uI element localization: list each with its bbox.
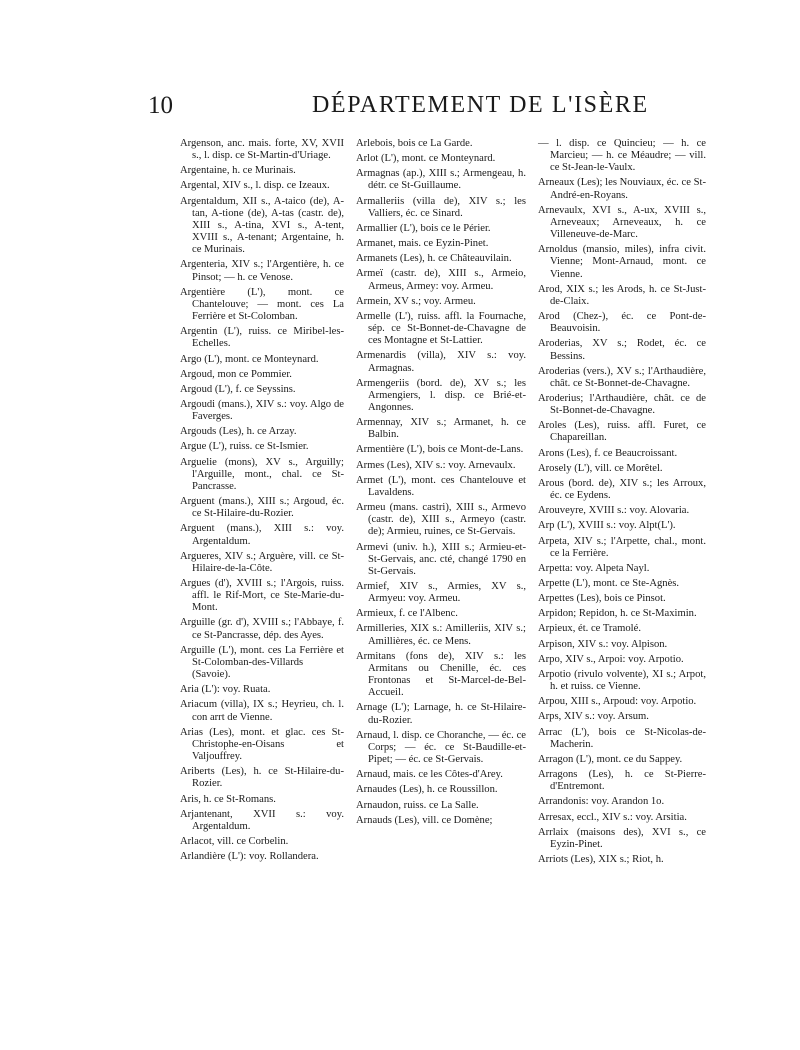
running-title: DÉPARTEMENT DE L'ISÈRE (312, 92, 649, 118)
gazetteer-entry: Argentaine, h. ce Murinais. (180, 165, 296, 177)
gazetteer-entry: Arrac (L'), bois ce St-Nicolas-de-Macherin. (538, 726, 706, 750)
gazetteer-entry: Arod (Chez-), éc. ce Pont-de-Beauvoisin. (538, 311, 706, 335)
gazetteer-entry: Argoudi (mans.), XIV s.: voy. Algo de Faverges. (180, 398, 344, 423)
column-3 (538, 138, 706, 869)
gazetteer-entry: Arrlaix (maisons des), XVI s., ce Eyzin-Pinet. (538, 826, 706, 850)
gazetteer-entry: Aroderias, XV s.; Rodet, éc. ce Bessins. (538, 338, 706, 362)
gazetteer-entry: — l. disp. ce Quincieu; — h. ce Marcieu; — h. ce Méaudre; — vill. ce St-Jean-le-Vaulx. (538, 138, 706, 174)
gazetteer-entry: Arlacot, vill. ce Corbelin. (180, 835, 289, 847)
gazetteer-entry: Arresax, eccl., XIV s.: voy. Arsitia. (538, 811, 687, 823)
gazetteer-entry: Armes (Les), XIV s.: voy. Arnevaulx. (356, 459, 516, 471)
gazetteer-entry: Arod, XIX s.; les Arods, h. ce St-Just-de-Claix. (538, 283, 706, 307)
gazetteer-entry: Arguille (L'), mont. ces La Ferrière et St-Colomban-des-Villards (Savoie). (180, 644, 344, 681)
gazetteer-entry: Armentière (L'), bois ce Mont-de-Lans. (356, 444, 524, 456)
gazetteer-entry: Arias (Les), mont. et glac. ces St-Christophe-en-Oisans et Valjouffrey. (180, 726, 344, 763)
gazetteer-entry: Arragons (Les), h. ce St-Pierre-d'Entremont. (538, 769, 706, 793)
gazetteer-entry: Argoud (L'), f. ce Seyssins. (180, 383, 296, 395)
gazetteer-entry: Armalleriis (villa de), XIV s.; les Valliers, éc. ce Sinard. (356, 195, 526, 219)
gazetteer-entry: Arnage (L'); Larnage, h. ce St-Hilaire-du-Rozier. (356, 702, 526, 726)
gazetteer-entry: Arjantenant, XVII s.: voy. Argentaldum. (180, 808, 344, 832)
column-2 (356, 138, 526, 830)
gazetteer-entry: Arguent (mans.), XIII s.; Argoud, éc. ce St-Hilaire-du-Rozier. (180, 496, 344, 520)
gazetteer-entry: Armief, XIV s., Armies, XV s., Armyeu: voy. Armeu. (356, 581, 526, 605)
gazetteer-entry: Arpidon; Repidon, h. ce St-Maximin. (538, 608, 697, 620)
gazetteer-entry: Ariacum (villa), IX s.; Heyrieu, ch. l. con arrt de Vienne. (180, 699, 344, 723)
gazetteer-entry: Arnaudon, ruiss. ce La Salle. (356, 799, 479, 811)
gazetteer-entry: Argouds (Les), h. ce Arzay. (180, 426, 297, 438)
gazetteer-entry: Arlandière (L'): voy. Rollandera. (180, 851, 319, 863)
gazetteer-entry: Arlebois, bois ce La Garde. (356, 138, 473, 149)
gazetteer-entry: Arpette (L'), mont. ce Ste-Agnès. (538, 578, 680, 589)
gazetteer-entry: Arpieux, ét. ce Tramolé. (538, 623, 641, 635)
gazetteer-entry: Armilleries, XIX s.: Amilleriis, XIV s.; Amillières, éc. ce Mens. (356, 623, 526, 647)
gazetteer-entry: Aroderius; l'Arthaudière, chât. ce de St-Bonnet-de-Chavagne. (538, 392, 706, 417)
gazetteer-entry: Arguelie (mons), XV s., Arguilly; l'Arguille, mont., chal. ce St-Pancrasse. (180, 456, 344, 492)
gazetteer-entry: Armennay, XIV s.; Armanet, h. ce Balbin. (356, 417, 526, 441)
gazetteer-entry: Arnevaulx, XVI s., A-ux, XVIII s., Arneveaux; Arneveaux, h. ce Villeneuve-de-Marc. (538, 204, 706, 241)
gazetteer-entry: Argentin (L'), ruiss. ce Miribel-les-Echelles. (180, 326, 344, 350)
gazetteer-entry: Arpou, XIII s., Arpoud: voy. Arpotio. (538, 696, 697, 708)
gazetteer-entry: Arlot (L'), mont. ce Monteynard. (356, 153, 496, 165)
gazetteer-entry: Argentaldum, XII s., A-taico (de), A-tan, A-tione (de), A-tas (castr. de), XIII s., A-tina, XVI s., A-tent, XVIII s., A-tenant; Argentaine, h. ce Murinais. (180, 195, 344, 256)
gazetteer-entry: Armenardis (villa), XIV s.: voy. Armagnas. (356, 350, 526, 374)
gazetteer-entry: Aroderias (vers.), XV s.; l'Arthaudière, chât. ce St-Bonnet-de-Chavagne. (538, 365, 706, 389)
gazetteer-entry: Arnaud, l. disp. ce Choranche, — éc. ce Corps; — éc. ce St-Baudille-et-Pipet; — éc. ce St-Gervais. (356, 729, 526, 766)
gazetteer-entry: Argenteria, XIV s.; l'Argentière, h. ce Pinsot; — h. ce Venose. (180, 259, 344, 283)
gazetteer-entry: Arp (L'), XVIII s.: voy. Alpt(L'). (538, 520, 676, 532)
gazetteer-entry: Argue (L'), ruiss. ce St-Ismier. (180, 441, 309, 453)
gazetteer-entry: Armanet, mais. ce Eyzin-Pinet. (356, 238, 489, 250)
gazetteer-entry: Aroles (Les), ruiss. affl. Furet, ce Chapareillan. (538, 420, 706, 444)
page-header (148, 92, 648, 122)
gazetteer-entry: Armitans (fons de), XIV s.: les Armitans ou Chenille, éc. ces Frontonas et St-Marcel-de-Bel-Accueil. (356, 650, 526, 699)
gazetteer-entry: Arons (Les), f. ce Beaucroissant. (538, 447, 678, 459)
gazetteer-entry: Armet (L'), mont. ces Chantelouve et Lavaldens. (356, 474, 526, 498)
gazetteer-entry: Arnoldus (mansio, miles), infra civit. Vienne; Mont-Arnaud, mont. ce Vienne. (538, 244, 706, 280)
gazetteer-entry: Armeï (castr. de), XIII s., Armeio, Armeus, Armey: voy. Armeu. (356, 268, 526, 292)
gazetteer-entry: Arguille (gr. d'), XVIII s.; l'Abbaye, f. ce St-Pancrasse, dép. des Ayes. (180, 617, 344, 641)
gazetteer-entry: Armanets (Les), h. ce Châteauvilain. (356, 253, 512, 265)
gazetteer-entry: Armengeriis (bord. de), XV s.; les Armengiers, l. disp. ce Brié-et-Angonnes. (356, 377, 526, 413)
gazetteer-entry: Arpetta: voy. Alpeta Nayl. (538, 562, 650, 574)
gazetteer-entry: Arps, XIV s.: voy. Arsum. (538, 711, 649, 723)
gazetteer-entry: Arriots (Les), XIX s.; Riot, h. (538, 853, 664, 865)
gazetteer-entry: Arosely (L'), vill. ce Morêtel. (538, 462, 663, 474)
gazetteer-entry: Arnauds (Les), vill. ce Domène; (356, 814, 493, 826)
gazetteer-entry: Argental, XIV s., l. disp. ce Izeaux. (180, 180, 330, 192)
gazetteer-entry: Arous (bord. de), XIV s.; les Arroux, éc. ce Eydens. (538, 477, 706, 502)
gazetteer-entry: Arneaux (Les); les Nouviaux, éc. ce St-André-en-Royans. (538, 177, 706, 201)
gazetteer-entry: Armevi (univ. h.), XIII s.; Armieu-et-St-Gervais, anc. cté, changé 1790 en St-Gervais. (356, 541, 526, 577)
gazetteer-entry: Ariberts (Les), h. ce St-Hilaire-du-Rozier. (180, 766, 344, 790)
gazetteer-entry: Armelle (L'), ruiss. affl. la Fournache, sép. ce St-Bonnet-de-Chavagne de ces Montagne et St-Lattier. (356, 310, 526, 347)
gazetteer-entry: Arpo, XIV s., Arpoi: voy. Arpotio. (538, 653, 684, 665)
gazetteer-entry: Armein, XV s.; voy. Armeu. (356, 295, 476, 307)
column-1 (180, 138, 344, 866)
gazetteer-entry: Arnaud, mais. ce les Côtes-d'Arey. (356, 769, 503, 781)
gazetteer-entry: Argenson, anc. mais. forte, XV, XVII s., l. disp. ce St-Martin-d'Uriage. (180, 138, 344, 162)
gazetteer-entry: Arnaudes (Les), h. ce Roussillon. (356, 784, 498, 796)
gazetteer-entry: Arrandonis: voy. Arandon 1o. (538, 796, 665, 808)
page-number: 10 (148, 92, 173, 119)
gazetteer-entry: Arpeta, XIV s.; l'Arpette, chal., mont. ce la Ferrière. (538, 535, 706, 559)
gazetteer-entry: Arpison, XIV s.: voy. Alpison. (538, 638, 668, 650)
gazetteer-entry: Aria (L'): voy. Ruata. (180, 684, 271, 696)
gazetteer-entry: Arouveyre, XVIII s.: voy. Alovaria. (538, 505, 690, 517)
gazetteer-entry: Armagnas (ap.), XIII s.; Armengeau, h. détr. ce St-Guillaume. (356, 168, 526, 192)
gazetteer-entry: Arguent (mans.), XIII s.: voy. Argentaldum. (180, 523, 344, 547)
gazetteer-entry: Armieux, f. ce l'Albenc. (356, 608, 458, 620)
gazetteer-entry: Aris, h. ce St-Romans. (180, 793, 276, 805)
gazetteer-entry: Arragon (L'), mont. ce du Sappey. (538, 753, 683, 765)
gazetteer-entry: Argues (d'), XVIII s.; l'Argois, ruiss. affl. le Rif-Mort, ce Ste-Marie-du-Mont. (180, 578, 344, 614)
gazetteer-entry: Arpotio (rivulo volvente), XI s.; Arpot, h. et ruiss. ce Vienne. (538, 668, 706, 693)
gazetteer-entry: Argoud, mon ce Pommier. (180, 368, 292, 380)
gazetteer-entry: Armallier (L'), bois ce le Périer. (356, 222, 491, 234)
gazetteer-entry: Argo (L'), mont. ce Monteynard. (180, 353, 319, 365)
gazetteer-entry: Argentière (L'), mont. ce Chantelouve; — mont. ces La Ferrière et St-Colomban. (180, 286, 344, 323)
gazetteer-entry: Argueres, XIV s.; Arguère, vill. ce St-Hilaire-de-la-Côte. (180, 550, 344, 574)
gazetteer-entry: Armeu (mans. castri), XIII s., Armevo (castr. de), XIII s., Armeyo (castr. de); Armieu, ruines, ce St-Gervais. (356, 502, 526, 538)
gazetteer-entry: Arpettes (Les), bois ce Pinsot. (538, 593, 666, 605)
